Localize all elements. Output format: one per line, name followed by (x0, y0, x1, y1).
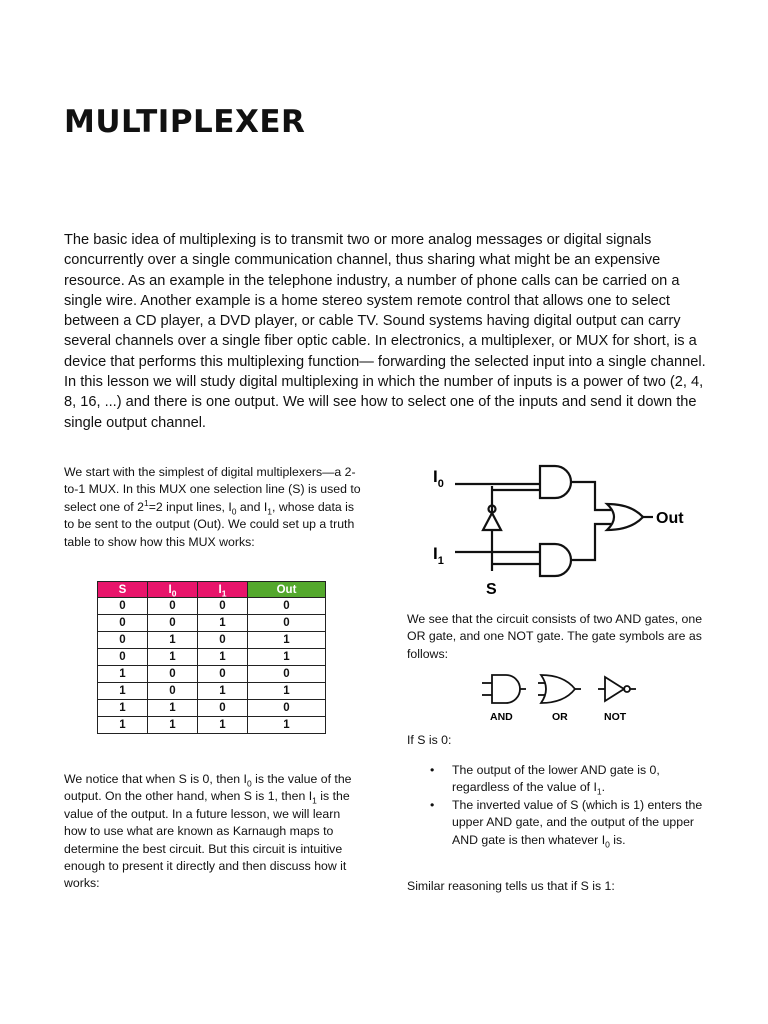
table-row (98, 632, 326, 649)
table-cell: 1 (98, 683, 148, 700)
table-cell: 1 (248, 717, 326, 734)
or-gate (607, 504, 643, 530)
page-title: MULTIPLEXER (64, 104, 306, 140)
table-cell: 0 (148, 598, 198, 615)
not-label: NOT (604, 711, 627, 723)
table-cell: 1 (148, 632, 198, 649)
if-s0-heading: If S is 0: (407, 733, 452, 747)
header-i1: $I_1$ (198, 582, 248, 598)
circuit-output-label: Out (656, 510, 684, 527)
table-cell: 0 (98, 632, 148, 649)
table-cell: 1 (98, 666, 148, 683)
table-cell: 0 (198, 666, 248, 683)
mux-intro-paragraph: We start with the simplest of digital multiplexers—a 2-to-1 MUX. In this MUX one selection line (S) is used to select one of $2^1=2$ input lines, $I_0$ and $I_1$, whose data is to be sent to the output (Out). We could set up a truth table to show how this MUX works: (64, 465, 361, 549)
table-cell: 0 (198, 598, 248, 615)
table-row (98, 700, 326, 717)
truth-table (97, 581, 326, 734)
table-cell: 0 (148, 683, 198, 700)
similar-reasoning-paragraph: Similar reasoning tells us that if S is 1: (407, 879, 615, 893)
header-s: S (98, 582, 148, 598)
table-cell: 1 (198, 683, 248, 700)
table-cell: 1 (248, 632, 326, 649)
table-cell: 0 (148, 615, 198, 632)
table-cell: 1 (98, 700, 148, 717)
or-symbol-icon (538, 675, 581, 703)
header-out: Out (248, 582, 326, 598)
table-cell: 1 (148, 717, 198, 734)
table-cell: 0 (148, 666, 198, 683)
table-cell: 1 (98, 717, 148, 734)
not-gate-triangle (483, 513, 501, 530)
table-row (98, 683, 326, 700)
table-cell: 0 (198, 700, 248, 717)
table-cell: 1 (148, 649, 198, 666)
table-cell: 1 (248, 649, 326, 666)
table-cell: 0 (248, 666, 326, 683)
circuit-input-i1: $I_1$ (433, 544, 444, 567)
table-cell: 0 (98, 615, 148, 632)
lower-and-gate (540, 544, 571, 576)
bullet-icon: • (430, 763, 435, 777)
and-label: AND (490, 711, 513, 723)
circuit-input-i0: $I_0$ (433, 467, 444, 490)
table-cell: 0 (248, 598, 326, 615)
circuit-select-s: S (486, 581, 497, 598)
gate-symbols (478, 672, 648, 726)
mux-circuit-diagram (425, 458, 725, 603)
truth-table-header (98, 582, 326, 598)
gates-paragraph: We see that the circuit consists of two AND gates, one OR gate, and one NOT gate. The gate symbols are as follows: (407, 612, 703, 661)
table-cell: 1 (148, 700, 198, 717)
or-label: OR (552, 711, 568, 723)
table-row (98, 649, 326, 666)
list-item: • The inverted value of S (which is 1) enters the upper AND gate, and the output of the upper AND gate is then whatever $I_0$ is. (430, 797, 703, 850)
s0-bullet-list (430, 762, 720, 849)
bullet-icon: • (430, 797, 435, 812)
table-cell: 1 (198, 615, 248, 632)
header-i0: $I_0$ (148, 582, 198, 598)
table-cell: 0 (248, 700, 326, 717)
table-row (98, 615, 326, 632)
table-cell: 1 (248, 683, 326, 700)
and-symbol-icon (482, 675, 526, 703)
table-cell: 0 (198, 632, 248, 649)
not-symbol-icon (598, 677, 636, 701)
intro-paragraph: The basic idea of multiplexing is to transmit two or more analog messages or digital signals concurrently over a single communication channel, thus sharing what might be an expensive resource. As an example in the telephone industry, a number of phone calls can be carried on a single wire. Another example is a home stereo system remote control that allows one to select between a CD player, a DVD player, or cable TV. Sound systems having digital output can carry several channels over a single fiber optic cable. In electronics, a multiplexer, or MUX for short, is a device that performs this multiplexing function— forwarding the selected input into a single channel. In this lesson we will study digital multiplexing in which the number of inputs is a power of two (2, 4, 8, 16, ...) and there is one output. We will see how to select one of the inputs and send it down the single output channel. (64, 232, 706, 431)
explanation-paragraph: We notice that when S is 0, then $I_0$ is the value of the output. On the other hand, when S is 1, then $I_1$ is the value of the output. In a future lesson, we will learn how to use what are known as Karnaugh maps to determine the best circuit. But this circuit is intuitive enough to present it directly and then discuss how it works: (64, 772, 352, 891)
table-cell: 1 (198, 717, 248, 734)
table-row (98, 666, 326, 683)
table-cell: 0 (98, 598, 148, 615)
table-cell: 1 (198, 649, 248, 666)
table-cell: 0 (248, 615, 326, 632)
table-row (98, 598, 326, 615)
list-item: • The output of the lower AND gate is 0, regardless of the value of $I_1$. (430, 763, 660, 797)
table-row (98, 717, 326, 734)
table-cell: 0 (98, 649, 148, 666)
upper-and-gate (540, 466, 571, 498)
